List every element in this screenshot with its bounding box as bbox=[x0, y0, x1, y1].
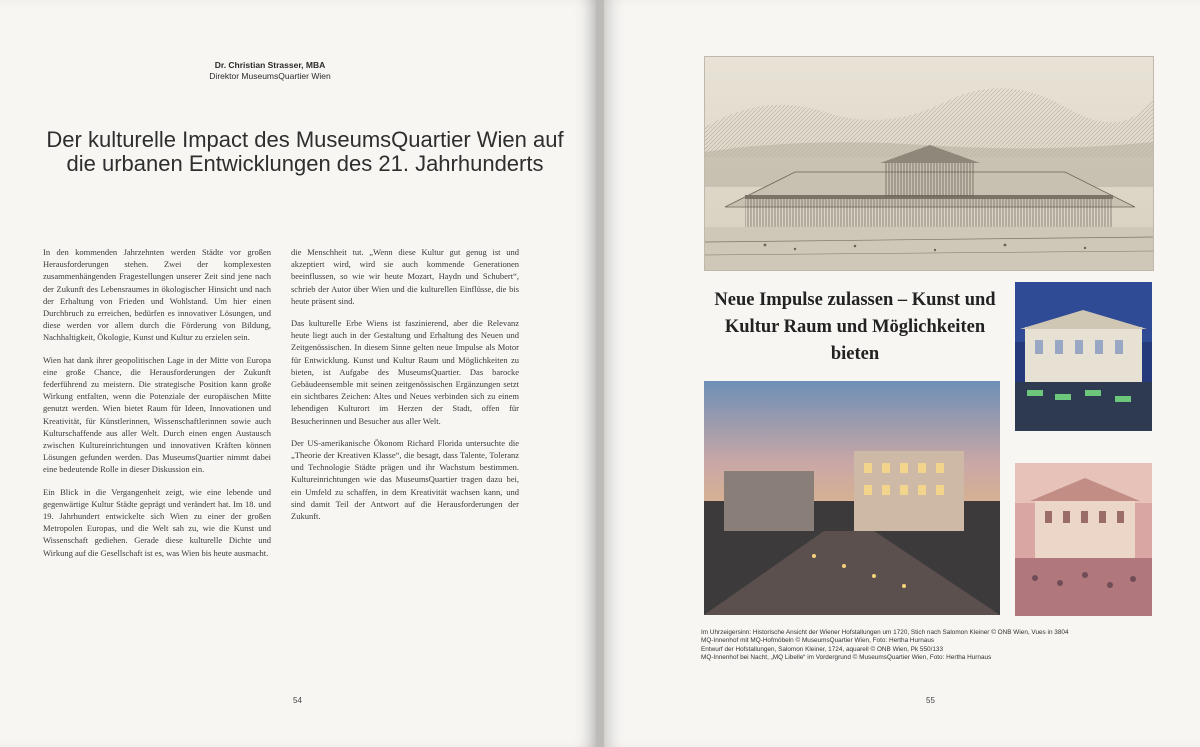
courtyard-dusk-photo bbox=[1015, 282, 1152, 431]
paragraph: Das kulturelle Erbe Wiens ist faszinierend, aber die Relevanz heute liegt auch in der Gestaltung und Erhaltung des Neuen und Zeitgenössischen. In diesem Sinne gelten neue Impulse als Motor für Entwicklung. Kunst und Kultur Raum und Möglichkeiten zu bieten, ist Aufgabe des MuseumsQuartier. Das barocke Gebäudeensemble mit seinen zeitgenössischen Ergänzungen setzt ein sichtbares Zeichen: Altes und Neues verbinden sich zu einem lebendigen Kulturort im Herzen der Stadt, offen für Besucherinnen und Besucher aus aller Welt. bbox=[291, 318, 519, 426]
paragraph: die Menschheit tut. „Wenn diese Kultur gut genug ist und akzeptiert wird, wird sie auch kommende Generationen beeinflussen, so wie wir heute Mozart, Haydn und Schubert“, schrieb der Autor über Wien und die kulturellen Einflüsse, die bis heute präsent sind. bbox=[291, 247, 519, 306]
paragraph: Wien hat dank ihrer geopolitischen Lage in der Mitte von Europa eine große Chance, die Herausforderungen der Zukunft federführend zu meistern. Die strategische Position kann große Wirkung entfalten, wenn die Potenziale der europäischen Mitte genutzt werden. Wien bietet Raum für Ideen, Innovationen und Kreativität, für Künstlerinnen, Wissenschaftlerinnen sowie auch Kulturschaffende aus aller Welt. Durch einen engen Austausch zwischen Kultureinrichtungen und innovativen Kräften können Lösungen gefunden werden. Das MuseumsQuartier nimmt dabei eine bedeutende Rolle in dieser Diskussion ein. bbox=[43, 354, 271, 475]
author-name: Dr. Christian Strasser, MBA bbox=[214, 60, 326, 70]
caption-line: MQ-Innenhof bei Nacht, „MQ Libelle“ im Vordergrund © MuseumsQuartier Wien, Foto: Hertha Hurnaus bbox=[701, 654, 992, 662]
building-watercolor-image bbox=[1015, 463, 1152, 616]
article-headline: Der kulturelle Impact des MuseumsQuartier Wien auf die urbanen Entwicklungen des 21. Jahrhunderts bbox=[46, 127, 564, 176]
paragraph: Ein Blick in die Vergangenheit zeigt, wie eine lebende und gegenwärtige Kultur Städte geprägt und verändert hat. Im 18. und 19. Jahrhundert entwickelte sich Wien zu einer der großen Metropolen Europas, und die Welt sah zu, wie die Kunst und Wissenschaft gediehen. Gerade diese kulturelle Dichte und Wirkung auf die Gesellschaft ist es, was Wien bis heute ausmacht. bbox=[43, 486, 271, 558]
caption-line: MQ-Innenhof mit MQ-Hofmöbeln © MuseumsQuartier Wien, Foto: Hertha Hurnaus bbox=[701, 637, 935, 645]
left-page bbox=[0, 0, 596, 747]
right-page bbox=[604, 0, 1200, 747]
historical-engraving-image bbox=[704, 56, 1154, 271]
paragraph: Der US-amerikanische Ökonom Richard Florida untersuchte die „Theorie der Kreativen Klasse“, die besagt, dass Talente, Toleranz und Technologie Städte prägen und ihr Wachstum bestimmen. Kultureinrichtungen wie das MuseumsQuartier tragen dazu bei, ein Umfeld zu schaffen, in dem Kreativität wachsen kann, und sind damit Teil der Antwort auf die Herausforderungen der Zukunft. bbox=[291, 437, 519, 522]
paragraph: In den kommenden Jahrzehnten werden Städte vor großen Herausforderungen stehen. Zwei der komplexesten zusammenhängenden Fragestellungen unserer Zeit sind jene nach der Zukunft des Lebensraumes in ökologischer Hinsicht und nach der Erhaltung von Frieden und Wohlstand. Um hier einen Durchbruch zu erreichen, bedürfen es innovativer Lösungen, und diese werden vor allem durch die Förderung von Bildung, Nachhaltigkeit, Ökologie, Kunst und Kultur zu erzielen sein. bbox=[43, 247, 271, 343]
page-number: 55 bbox=[926, 696, 935, 705]
author-role: Direktor MuseumsQuartier Wien bbox=[209, 71, 331, 81]
section-subheadline: Neue Impulse zulassen – Kunst und Kultur Raum und Möglichkeiten bieten bbox=[714, 290, 996, 364]
image-caption bbox=[701, 629, 1161, 663]
caption-line: Im Uhrzeigersinn: Historische Ansicht der Wiener Hofstallungen um 1720, Stich nach Salomon Kleiner © ÖNB Wien, Vues in 3804 bbox=[701, 629, 1069, 636]
book-gutter bbox=[596, 0, 604, 747]
night-courtyard-photo bbox=[704, 381, 1000, 615]
caption-line: Entwurf der Hofstallungen, Salomon Kleiner, 1724, aquarell © ÖNB Wien, Pk 550/133 bbox=[701, 645, 944, 653]
author-block bbox=[200, 60, 340, 82]
text-column-1 bbox=[43, 246, 271, 569]
text-column-2 bbox=[291, 246, 519, 532]
page-number: 54 bbox=[293, 696, 302, 705]
